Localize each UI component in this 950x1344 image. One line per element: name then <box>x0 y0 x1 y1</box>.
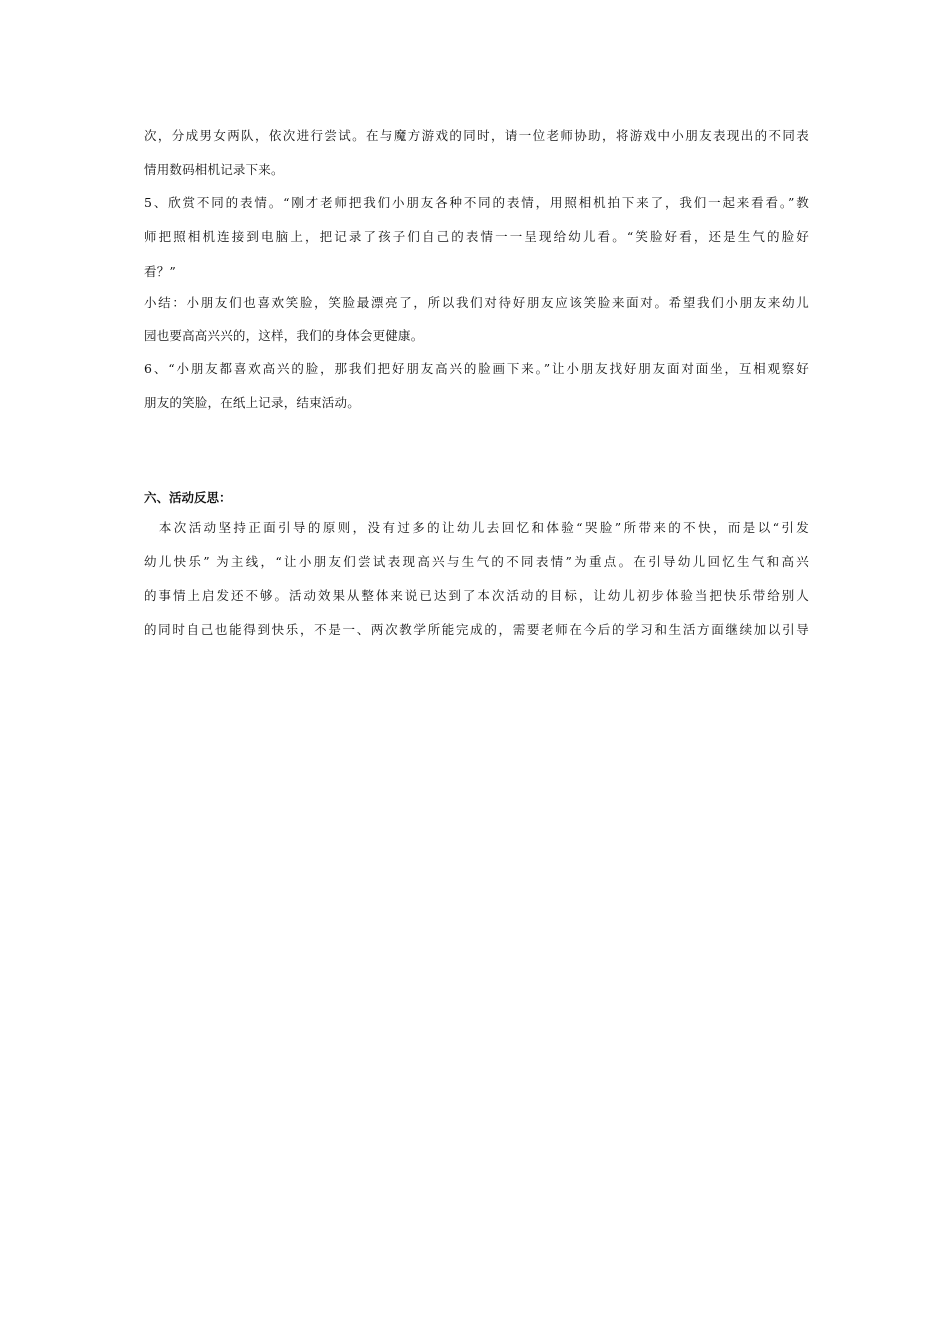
paragraph-line: 情用数码相机记录下来。 <box>144 162 284 177</box>
paragraph-line: 看？” <box>144 264 176 279</box>
paragraph-line: 园也要高高兴兴的，这样，我们的身体会更健康。 <box>144 328 424 343</box>
paragraph-line: 本次活动坚持正面引导的原则，没有过多的让幼儿去回忆和体验“哭脸”所带来的不快，而是以“引发 <box>144 520 809 535</box>
paragraph-line: 的同时自己也能得到快乐，不是一、两次教学所能完成的，需要老师在今后的学习和生活方面继续加以引导 <box>144 622 809 637</box>
paragraph-line: 的事情上启发还不够。活动效果从整体来说已达到了本次活动的目标，让幼儿初步体验当把快乐带给别人 <box>144 588 809 603</box>
paragraph-line: 6、“小朋友都喜欢高兴的脸，那我们把好朋友高兴的脸画下来。”让小朋友找好朋友面对面坐，互相观察好 <box>144 361 809 376</box>
paragraph-line: 朋友的笑脸，在纸上记录，结束活动。 <box>144 395 360 410</box>
paragraph-line: 5、欣赏不同的表情。“刚才老师把我们小朋友各种不同的表情，用照相机拍下来了，我们一起来看看。”教 <box>144 195 809 210</box>
paragraph-line: 次，分成男女两队，依次进行尝试。在与魔方游戏的同时，请一位老师协助，将游戏中小朋友表现出的不同表 <box>144 128 809 143</box>
section-heading-reflection: 六、活动反思： <box>144 490 232 505</box>
paragraph-line: 师把照相机连接到电脑上，把记录了孩子们自己的表情一一呈现给幼儿看。“笑脸好看，还是生气的脸好 <box>144 229 809 244</box>
paragraph-line: 幼儿快乐” 为主线，“让小朋友们尝试表现高兴与生气的不同表情”为重点。在引导幼儿回忆生气和高兴 <box>144 554 809 569</box>
paragraph-line: 小结：小朋友们也喜欢笑脸，笑脸最漂亮了，所以我们对待好朋友应该笑脸来面对。希望我们小朋友来幼儿 <box>144 295 809 310</box>
